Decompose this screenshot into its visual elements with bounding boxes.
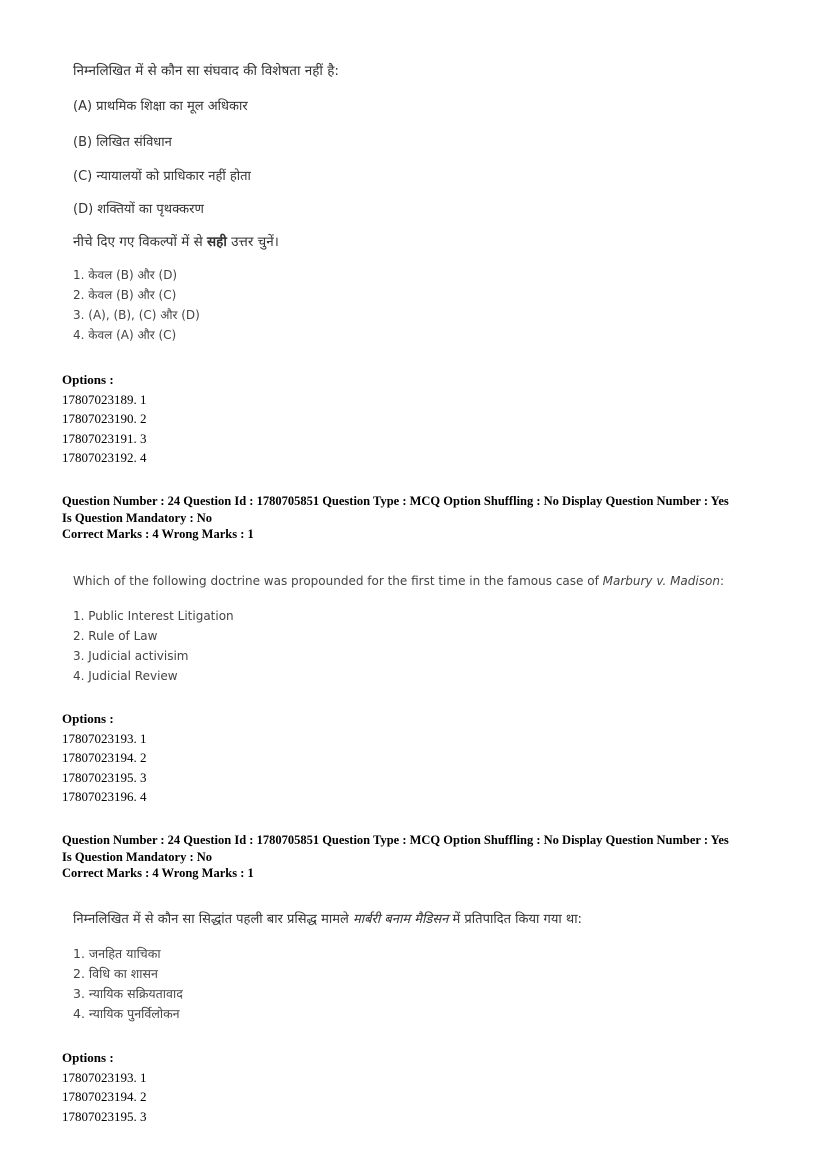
- option-item: 17807023190. 2: [62, 411, 147, 426]
- statement-a: (A) प्राथमिक शिक्षा का मूल अधिकार: [73, 99, 248, 114]
- option-item: 17807023191. 3: [62, 430, 147, 446]
- option-item: 17807023192. 4: [62, 450, 147, 465]
- options-block-1: [62, 370, 147, 468]
- hindi-question-1: [73, 64, 773, 354]
- option-item: 17807023194. 2: [62, 1089, 147, 1104]
- option-item: 17807023193. 1: [62, 1069, 147, 1085]
- question-meta-3: [62, 832, 729, 882]
- question-stem: Which of the following doctrine was propounded for the first time in the famous case of Marbury v. Madison:: [73, 574, 724, 588]
- answer-choice-3: 3. Judicial activisim: [73, 649, 189, 663]
- meta-line: Correct Marks : 4 Wrong Marks : 1: [62, 527, 254, 541]
- answer-choice-3: 3. (A), (B), (C) और (D): [73, 308, 200, 322]
- options-label: Options :: [62, 372, 114, 387]
- statement-c: (C) न्यायालयों को प्राधिकार नहीं होता: [73, 169, 251, 184]
- answer-choice-3: 3. न्यायिक सक्रियतावाद: [73, 986, 183, 1001]
- statement-b: (B) लिखित संविधान: [73, 135, 172, 150]
- answer-choice-2: 2. Rule of Law: [73, 629, 158, 643]
- options-label: Options :: [62, 711, 114, 726]
- answer-choice-4: 4. केवल (A) और (C): [73, 328, 177, 342]
- options-block-2: [62, 709, 147, 807]
- option-item: 17807023196. 4: [62, 789, 147, 804]
- option-item: 17807023189. 1: [62, 391, 147, 407]
- meta-line: Correct Marks : 4 Wrong Marks : 1: [62, 866, 254, 880]
- option-item: 17807023194. 2: [62, 750, 147, 765]
- answer-choice-1: 1. जनहित याचिका: [73, 946, 161, 961]
- meta-line: Question Number : 24 Question Id : 1780705851 Question Type : MCQ Option Shuffling : No Display Question Number : Yes: [62, 833, 729, 847]
- statement-d: (D) शक्तियों का पृथक्करण: [73, 202, 204, 217]
- answer-choice-4: 4. न्यायिक पुनर्विलोकन: [73, 1006, 180, 1021]
- question-stem: निम्नलिखित में से कौन सा सिद्धांत पहली बार प्रसिद्ध मामले मार्बरी बनाम मैडिसन में प्रतिपादित किया गया था:: [73, 912, 582, 927]
- hindi-question-2: [73, 913, 773, 1028]
- options-block-3: [62, 1048, 147, 1126]
- answer-choice-1: 1. केवल (B) और (D): [73, 268, 178, 282]
- answer-choice-4: 4. Judicial Review: [73, 669, 178, 683]
- instruction: नीचे दिए गए विकल्पों में से सही उत्तर चुनें।: [73, 234, 279, 250]
- answer-choice-2: 2. केवल (B) और (C): [73, 288, 177, 302]
- answer-choice-2: 2. विधि का शासन: [73, 966, 158, 981]
- question-stem: निम्नलिखित में से कौन सा संघवाद की विशेषता नहीं है:: [73, 63, 339, 79]
- meta-line: Is Question Mandatory : No: [62, 510, 213, 525]
- option-item: 17807023193. 1: [62, 730, 147, 746]
- meta-line: Is Question Mandatory : No: [62, 849, 213, 864]
- english-question: [73, 575, 773, 690]
- option-item: 17807023195. 3: [62, 769, 147, 785]
- meta-line: Question Number : 24 Question Id : 1780705851 Question Type : MCQ Option Shuffling : No Display Question Number : Yes: [62, 494, 729, 508]
- options-label: Options :: [62, 1050, 114, 1065]
- answer-choice-1: 1. Public Interest Litigation: [73, 609, 234, 623]
- question-meta-2: [62, 493, 729, 543]
- option-item: 17807023195. 3: [62, 1108, 147, 1124]
